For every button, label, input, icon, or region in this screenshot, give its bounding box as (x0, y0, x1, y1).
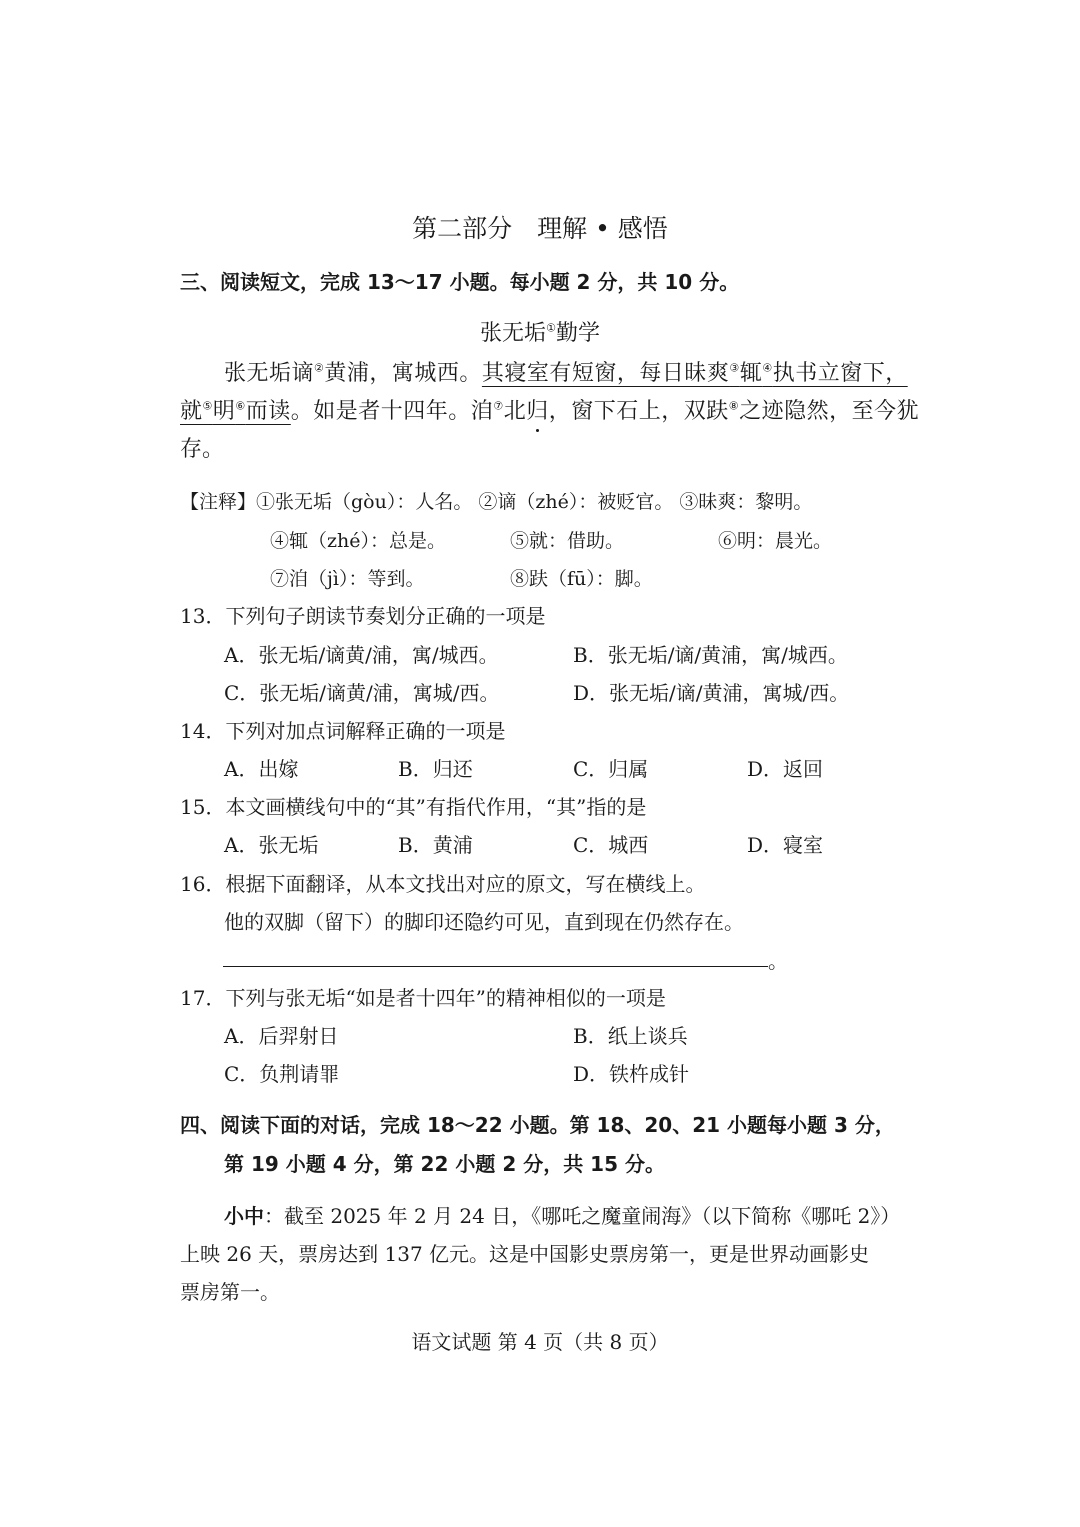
notes-row-1 (180, 490, 812, 514)
q17-option-d: D．铁杵成针 (573, 1062, 690, 1086)
question-17-stem: 17．下列与张无垢“如是者十四年”的精神相似的一项是 (180, 986, 666, 1010)
q16-translation: 他的双脚（留下）的脚印还隐约可见，直到现在仍然存在。 (224, 910, 744, 934)
passage-title (0, 320, 1080, 348)
part4-heading-line-2: 第 19 小题 4 分，第 22 小题 2 分，共 15 分。 (224, 1152, 665, 1176)
part3-heading: 三、阅读短文，完成 13～17 小题。每小题 2 分，共 10 分。 (180, 270, 740, 294)
passage-line-2 (180, 398, 919, 426)
q17-option-a: A．后羿射日 (224, 1024, 339, 1048)
passage-text: 黄浦，寓城西。 (324, 361, 482, 386)
q16-end-mark: 。 (768, 949, 788, 973)
q15-option-d: D．寝室 (747, 833, 824, 857)
q15-option-a: A．张无垢 (224, 833, 319, 857)
passage-text: 北 (503, 399, 527, 424)
q14-option-c: C．归属 (573, 757, 649, 781)
q13-option-d: D．张无垢/谪/黄浦，寓城/西。 (573, 681, 850, 705)
dotted-word: 归 (526, 399, 549, 424)
dialogue-line-1 (224, 1203, 900, 1229)
note-7: ⑦洎（jì）：等到。 (270, 568, 425, 590)
underlined-sentence (180, 399, 291, 424)
note-4: ④辄（zhé）：总是。 (270, 530, 446, 552)
footnote-mark: ② (314, 361, 325, 375)
footnote-mark: ⑥ (235, 399, 246, 413)
page-footer: 语文试题 第 4 页（共 8 页） (411, 1330, 669, 1354)
part4-heading-line-1: 四、阅读下面的对话，完成 18～22 小题。第 18、20、21 小题每小题 3 分， (180, 1113, 895, 1137)
dialogue-line-3: 票房第一。 (180, 1280, 280, 1304)
passage-text: 。如是者十四年。洎 (290, 399, 494, 424)
dialogue-text: ：截至 2025 年 2 月 24 日，《哪吒之魔童闹海》（以下简称《哪吒 2》） (264, 1204, 901, 1228)
passage-text: 而读 (245, 399, 291, 424)
passage-title-text: 张无垢 (480, 321, 547, 346)
speaker-name: 小中 (224, 1204, 264, 1228)
question-14-stem: 14．下列对加点词解释正确的一项是 (180, 719, 506, 743)
passage-text: 其寝室有短窗，每日昧爽 (481, 361, 730, 386)
notes-text: ①张无垢（gòu）：人名。 ②谪（zhé）：被贬官。 ③昧爽：黎明。 (256, 491, 813, 513)
note-5: ⑤就：借助。 (510, 530, 625, 552)
dialogue-line-2: 上映 26 天，票房达到 137 亿元。这是中国影史票房第一，更是世界动画影史 (180, 1242, 870, 1266)
question-15-stem: 15．本文画横线句中的“其”有指代作用，“其”指的是 (180, 795, 647, 819)
question-16-stem: 16．根据下面翻译，从本文找出对应的原文，写在横线上。 (180, 872, 706, 896)
passage-text: ，窗下石上，双趺 (548, 399, 729, 424)
passage-text: 就 (180, 399, 203, 424)
passage-text: 辄 (739, 361, 763, 386)
footnote-mark: ④ (762, 361, 773, 375)
notes-label: 【注释】 (180, 491, 257, 513)
q13-option-b: B．张无垢/谪/黄浦，寓/城西。 (573, 643, 848, 667)
passage-text: 张无垢谪 (224, 361, 315, 386)
q13-option-a: A．张无垢/谪黄/浦，寓/城西。 (224, 643, 499, 667)
passage-title-text2: 勤学 (555, 321, 600, 346)
note-6: ⑥明：晨光。 (718, 530, 833, 552)
footnote-mark: ① (546, 321, 556, 335)
passage-line-1 (224, 360, 908, 388)
note-8: ⑧趺（fū）：脚。 (510, 568, 653, 590)
footnote-mark: ③ (729, 361, 740, 375)
footnote-mark: ⑧ (728, 399, 740, 413)
q15-option-c: C．城西 (573, 833, 649, 857)
passage-text: 明 (212, 399, 236, 424)
q14-option-a: A．出嫁 (224, 757, 299, 781)
passage-text: 执书立窗下， (772, 361, 908, 386)
q17-option-c: C．负荆请罪 (224, 1062, 340, 1086)
question-13-stem: 13．下列句子朗读节奏划分正确的一项是 (180, 604, 546, 628)
q17-option-b: B．纸上谈兵 (573, 1024, 688, 1048)
underlined-sentence (482, 361, 908, 386)
answer-blank-line[interactable] (223, 966, 768, 967)
q15-option-b: B．黄浦 (398, 833, 473, 857)
passage-text: 之迹隐然，至今犹 (739, 399, 920, 424)
footnote-mark: ⑤ (202, 399, 213, 413)
section-title: 第二部分 理解 • 感悟 (412, 214, 668, 243)
q14-option-d: D．返回 (747, 757, 824, 781)
q14-option-b: B．归还 (398, 757, 473, 781)
footnote-mark: ⑦ (493, 399, 504, 413)
passage-line-3: 存。 (180, 437, 225, 462)
q13-option-c: C．张无垢/谪黄/浦，寓城/西。 (224, 681, 500, 705)
